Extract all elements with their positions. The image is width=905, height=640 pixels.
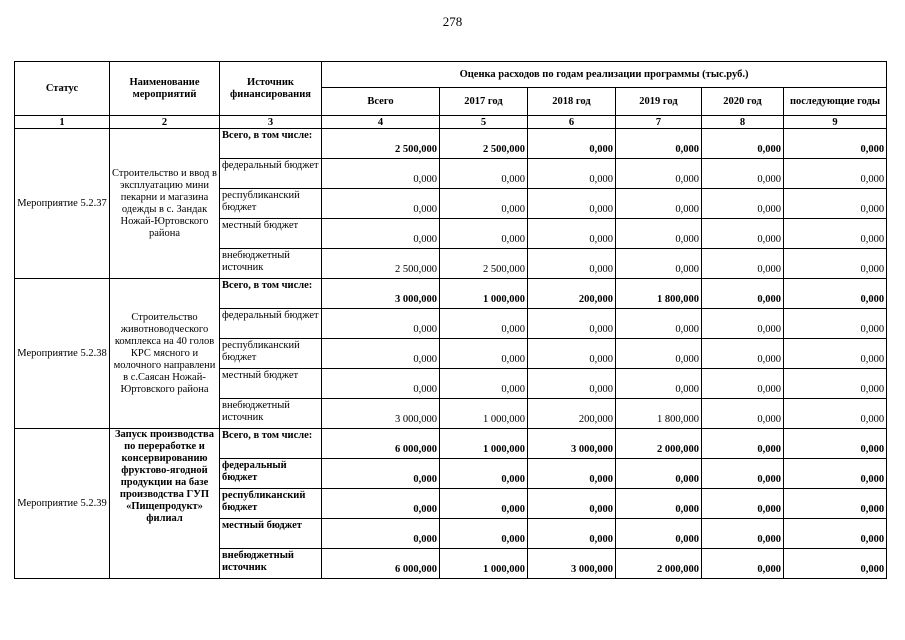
amount-cell: 0,000 [616, 189, 702, 219]
amount-cell: 0,000 [322, 219, 440, 249]
amount-cell: 0,000 [322, 189, 440, 219]
funding-source: внебюджетный источник [220, 399, 322, 429]
amount-cell: 0,000 [528, 129, 616, 159]
column-number: 5 [440, 116, 528, 129]
funding-source: федеральный бюджет [220, 459, 322, 489]
amount-cell: 0,000 [784, 459, 887, 489]
amount-cell: 0,000 [322, 159, 440, 189]
amount-cell: 0,000 [528, 489, 616, 519]
amount-cell: 0,000 [616, 369, 702, 399]
amount-cell: 0,000 [702, 279, 784, 309]
event-name: Строительство и ввод в эксплуатацию мини пекарни и магазина одежды в с. Зандак Ножай-Юртовского района [110, 129, 220, 279]
column-number: 1 [15, 116, 110, 129]
amount-cell: 0,000 [702, 549, 784, 579]
amount-cell: 0,000 [784, 339, 887, 369]
funding-source: федеральный бюджет [220, 309, 322, 339]
column-number: 6 [528, 116, 616, 129]
amount-cell: 1 000,000 [440, 279, 528, 309]
header-year: 2017 год [440, 88, 528, 116]
amount-cell: 1 800,000 [616, 279, 702, 309]
event-name: Строительство животноводческого комплекса на 40 голов КРС мясного и молочного направлени в с.Саясан Ножай-Юртовского района [110, 279, 220, 429]
amount-cell: 200,000 [528, 279, 616, 309]
amount-cell: 2 500,000 [440, 249, 528, 279]
amount-cell: 0,000 [784, 279, 887, 309]
amount-cell: 2 500,000 [440, 129, 528, 159]
table-row [15, 129, 887, 159]
amount-cell: 0,000 [784, 369, 887, 399]
page-number: 278 [442, 14, 463, 29]
column-number: 9 [784, 116, 887, 129]
column-number: 7 [616, 116, 702, 129]
header-source: Источник финансирования [220, 62, 322, 116]
amount-cell: 0,000 [702, 219, 784, 249]
funding-source: местный бюджет [220, 219, 322, 249]
header-year: 2020 год [702, 88, 784, 116]
amount-cell: 0,000 [784, 219, 887, 249]
table-row [15, 429, 887, 459]
amount-cell: 1 000,000 [440, 399, 528, 429]
amount-cell: 0,000 [440, 519, 528, 549]
event-status: Мероприятие 5.2.38 [15, 279, 110, 429]
amount-cell: 0,000 [616, 309, 702, 339]
funding-source: местный бюджет [220, 369, 322, 399]
amount-cell: 6 000,000 [322, 549, 440, 579]
amount-cell: 0,000 [702, 159, 784, 189]
amount-cell: 0,000 [528, 309, 616, 339]
amount-cell: 0,000 [784, 549, 887, 579]
funding-source: Всего, в том числе: [220, 429, 322, 459]
amount-cell: 1 800,000 [616, 399, 702, 429]
funding-source: республиканский бюджет [220, 339, 322, 369]
event-status: Мероприятие 5.2.37 [15, 129, 110, 279]
amount-cell: 0,000 [440, 309, 528, 339]
table-row [15, 279, 887, 309]
amount-cell: 0,000 [528, 249, 616, 279]
amount-cell: 0,000 [528, 219, 616, 249]
amount-cell: 6 000,000 [322, 429, 440, 459]
amount-cell: 0,000 [528, 459, 616, 489]
amount-cell: 0,000 [440, 339, 528, 369]
header-year: последующие годы [784, 88, 887, 116]
amount-cell: 200,000 [528, 399, 616, 429]
amount-cell: 0,000 [784, 309, 887, 339]
funding-source: Всего, в том числе: [220, 129, 322, 159]
amount-cell: 2 500,000 [322, 249, 440, 279]
amount-cell: 1 000,000 [440, 549, 528, 579]
amount-cell: 0,000 [616, 129, 702, 159]
column-number: 2 [110, 116, 220, 129]
header-estimate: Оценка расходов по годам реализации программы (тыс.руб.) [322, 62, 887, 88]
amount-cell: 3 000,000 [322, 279, 440, 309]
funding-source: Всего, в том числе: [220, 279, 322, 309]
header-year: 2019 год [616, 88, 702, 116]
header-year: 2018 год [528, 88, 616, 116]
amount-cell: 0,000 [784, 159, 887, 189]
amount-cell: 0,000 [440, 189, 528, 219]
amount-cell: 0,000 [528, 159, 616, 189]
amount-cell: 3 000,000 [322, 399, 440, 429]
column-number: 3 [220, 116, 322, 129]
amount-cell: 0,000 [616, 159, 702, 189]
amount-cell: 0,000 [702, 189, 784, 219]
amount-cell: 0,000 [528, 519, 616, 549]
amount-cell: 0,000 [616, 219, 702, 249]
amount-cell: 0,000 [440, 219, 528, 249]
header-status: Статус [15, 62, 110, 116]
amount-cell: 0,000 [784, 519, 887, 549]
amount-cell: 3 000,000 [528, 429, 616, 459]
amount-cell: 0,000 [616, 249, 702, 279]
amount-cell: 0,000 [702, 249, 784, 279]
event-status: Мероприятие 5.2.39 [15, 429, 110, 579]
amount-cell: 0,000 [702, 399, 784, 429]
column-number: 4 [322, 116, 440, 129]
amount-cell: 0,000 [784, 489, 887, 519]
amount-cell: 0,000 [322, 489, 440, 519]
amount-cell: 0,000 [702, 369, 784, 399]
amount-cell: 0,000 [322, 339, 440, 369]
amount-cell: 0,000 [322, 459, 440, 489]
expense-table [14, 61, 887, 579]
amount-cell: 3 000,000 [528, 549, 616, 579]
funding-source: республиканский бюджет [220, 189, 322, 219]
column-number: 8 [702, 116, 784, 129]
header-name: Наименование мероприятий [110, 62, 220, 116]
event-name: Запуск производства по переработке и консервированию фруктово-ягодной продукции на базе производства ГУП «Пищепродукт» филиал [110, 429, 220, 579]
funding-source: федеральный бюджет [220, 159, 322, 189]
funding-source: внебюджетный источник [220, 549, 322, 579]
amount-cell: 0,000 [702, 519, 784, 549]
amount-cell: 0,000 [616, 489, 702, 519]
amount-cell: 0,000 [784, 189, 887, 219]
amount-cell: 0,000 [702, 459, 784, 489]
amount-cell: 0,000 [702, 339, 784, 369]
amount-cell: 1 000,000 [440, 429, 528, 459]
amount-cell: 2 500,000 [322, 129, 440, 159]
amount-cell: 0,000 [784, 129, 887, 159]
amount-cell: 0,000 [702, 429, 784, 459]
amount-cell: 0,000 [702, 129, 784, 159]
funding-source: местный бюджет [220, 519, 322, 549]
amount-cell: 0,000 [616, 339, 702, 369]
amount-cell: 0,000 [528, 189, 616, 219]
amount-cell: 0,000 [784, 429, 887, 459]
header-year: Всего [322, 88, 440, 116]
funding-source: внебюджетный источник [220, 249, 322, 279]
funding-source: республиканский бюджет [220, 489, 322, 519]
amount-cell: 0,000 [784, 399, 887, 429]
amount-cell: 0,000 [702, 489, 784, 519]
amount-cell: 0,000 [528, 339, 616, 369]
amount-cell: 0,000 [616, 519, 702, 549]
amount-cell: 0,000 [702, 309, 784, 339]
amount-cell: 0,000 [440, 459, 528, 489]
amount-cell: 0,000 [784, 249, 887, 279]
amount-cell: 0,000 [322, 519, 440, 549]
column-number-row [15, 116, 887, 129]
amount-cell: 0,000 [616, 459, 702, 489]
amount-cell: 0,000 [322, 309, 440, 339]
amount-cell: 0,000 [322, 369, 440, 399]
amount-cell: 2 000,000 [616, 549, 702, 579]
amount-cell: 0,000 [440, 159, 528, 189]
amount-cell: 0,000 [528, 369, 616, 399]
amount-cell: 0,000 [440, 489, 528, 519]
amount-cell: 0,000 [440, 369, 528, 399]
amount-cell: 2 000,000 [616, 429, 702, 459]
